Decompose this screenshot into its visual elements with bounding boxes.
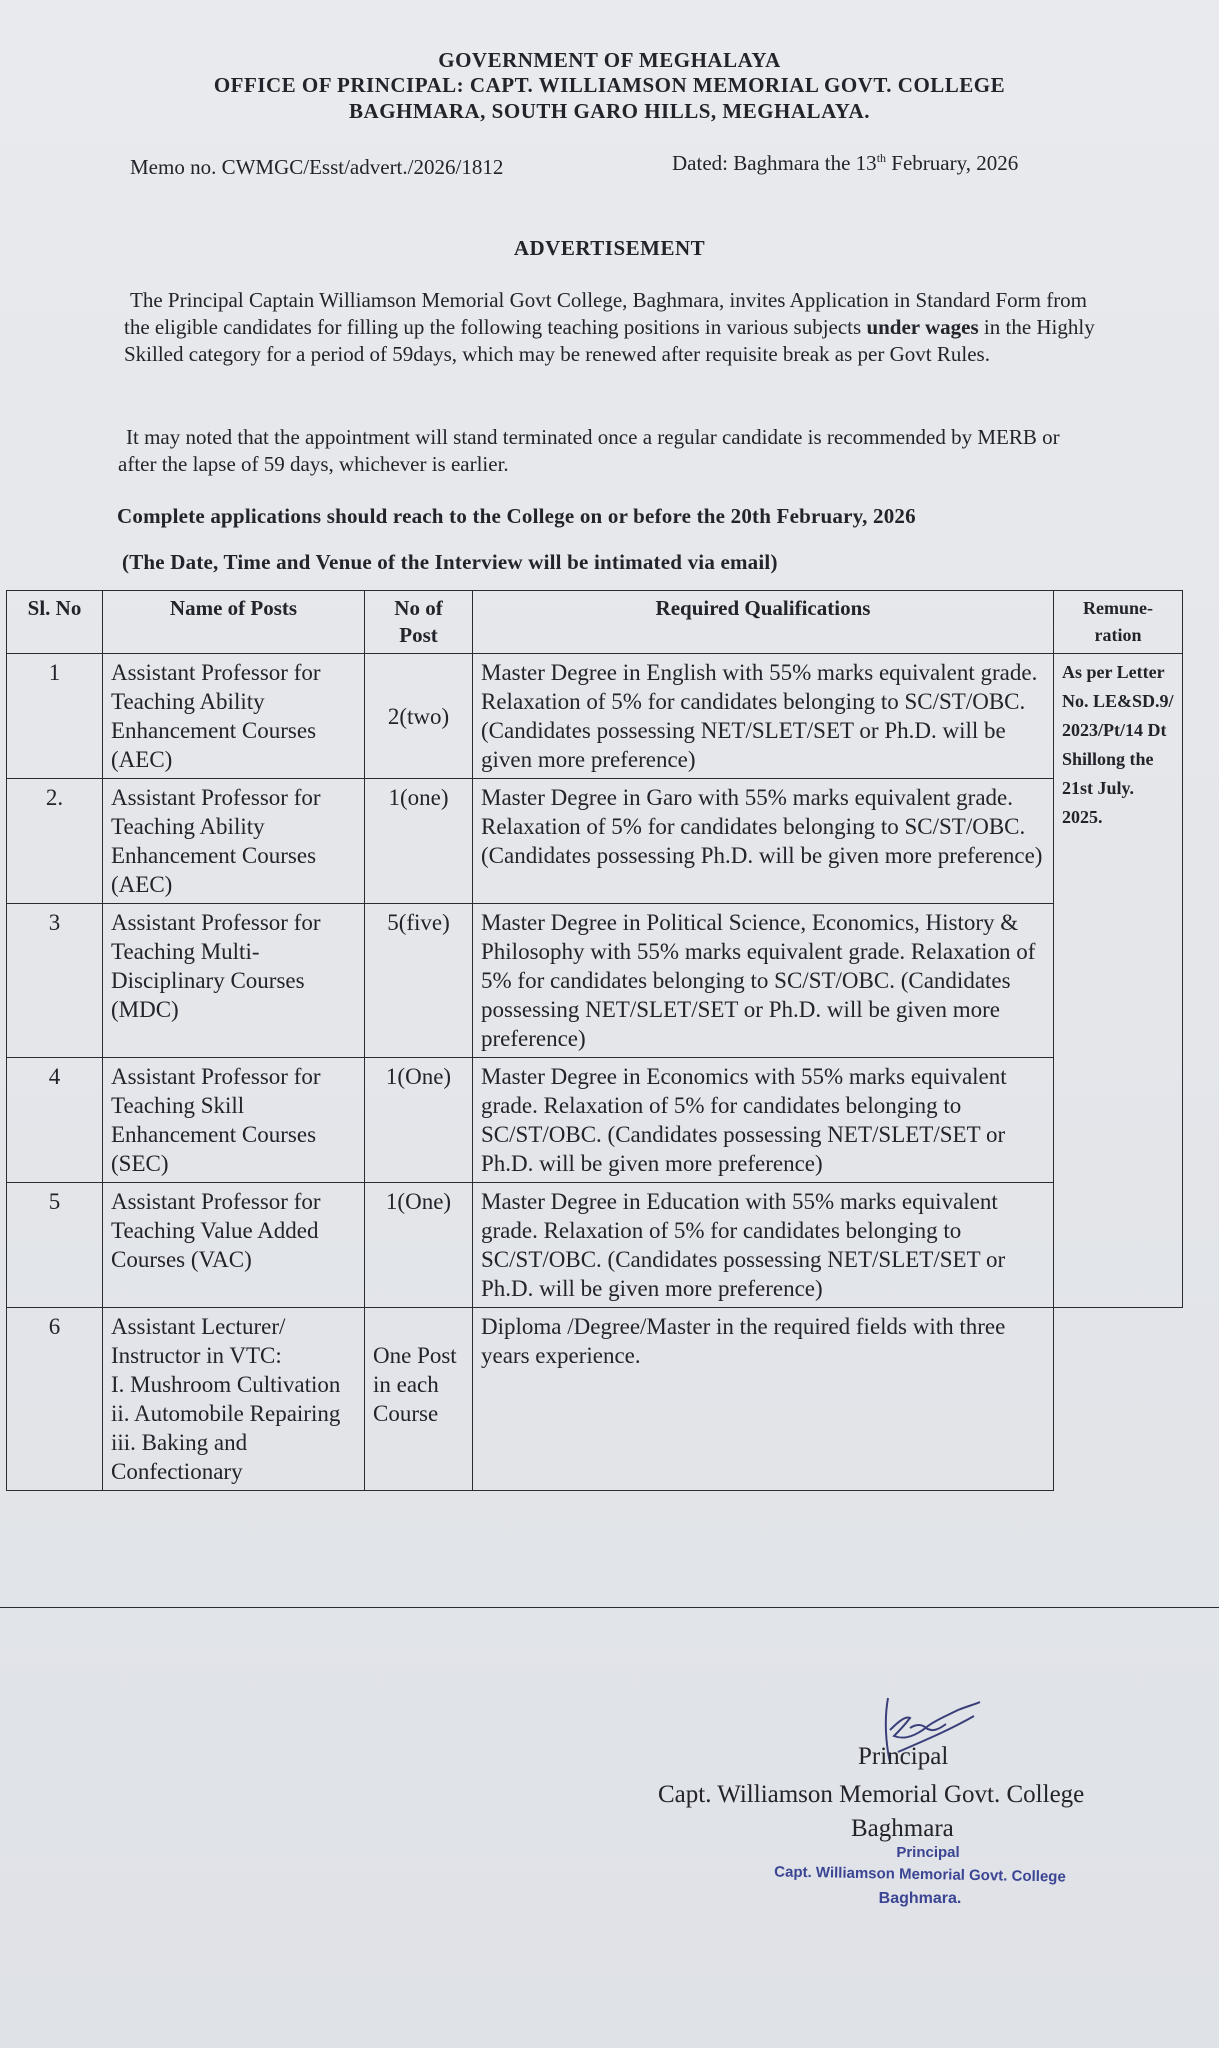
row-qualification: Master Degree in Garo with 55% marks equivalent grade. Relaxation of 5% for candidates belonging to SC/ST/OBC. (Candidates possessing Ph.D. will be given more preference) xyxy=(473,779,1054,904)
signatory-college: Capt. Williamson Memorial Govt. College xyxy=(658,1781,1085,1808)
row-sl: 2. xyxy=(7,779,103,904)
row-post-name: Assistant Professor for Teaching Skill Enhancement Courses (SEC) xyxy=(103,1058,365,1183)
row-post-count: 1(One) xyxy=(365,1183,473,1308)
row-post-count: 2(two) xyxy=(365,654,473,779)
vtc-course: iii. Baking and Confectionary xyxy=(111,1430,248,1484)
header-no-of-post: No of Post xyxy=(365,591,473,654)
row-qualification: Master Degree in Education with 55% marks equivalent grade. Relaxation of 5% for candidates belonging to SC/ST/OBC. (Candidates possessing NET/SLET/SET or Ph.D. will be given more preference) xyxy=(473,1183,1054,1308)
row-post-name xyxy=(103,1308,365,1491)
row-post-count: One Post in each Course xyxy=(365,1308,473,1491)
row-qualification: Master Degree in English with 55% marks equivalent grade. Relaxation of 5% for candidates belonging to SC/ST/OBC. (Candidates possessing NET/SLET/SET or Ph.D. will be given more preference) xyxy=(473,654,1054,779)
row-post-name: Assistant Professor for Teaching Value Added Courses (VAC) xyxy=(103,1183,365,1308)
table-row xyxy=(7,904,1183,1058)
intro-text-after: in the Highly Skilled category for a period of 59days, which may be renewed after requisite break as per Govt Rules. xyxy=(124,315,1095,366)
table-row xyxy=(7,1183,1183,1308)
address-heading: BAGHMARA, SOUTH GARO HILLS, MEGHALAYA. xyxy=(349,99,870,123)
vtc-heading: Assistant Lecturer/ Instructor in VTC: xyxy=(111,1314,286,1368)
advertisement-title: ADVERTISEMENT xyxy=(513,236,706,260)
header-remuneration: Remune-ration xyxy=(1054,591,1183,654)
stamp-title: Principal xyxy=(896,1844,960,1861)
memo-date-suffix: February, 2026 xyxy=(886,151,1019,175)
row-sl: 3 xyxy=(7,904,103,1058)
signatory-place: Baghmara xyxy=(851,1815,954,1842)
intro-paragraph xyxy=(124,287,1099,368)
table-bottom-rule xyxy=(0,1607,1219,1608)
table-row xyxy=(7,1058,1183,1183)
row-sl: 6 xyxy=(7,1308,103,1491)
header-sl-no: Sl. No xyxy=(7,591,103,654)
row-post-name: Assistant Professor for Teaching Ability Enhancement Courses (AEC) xyxy=(103,779,365,904)
vtc-course: ii. Automobile Repairing xyxy=(111,1401,341,1426)
office-heading: OFFICE OF PRINCIPAL: CAPT. WILLIAMSON MEMORIAL GOVT. COLLEGE xyxy=(213,73,1006,97)
row-qualification: Master Degree in Political Science, Economics, History & Philosophy with 55% marks equivalent grade. Relaxation of 5% for candidates belonging to SC/ST/OBC. (Candidates possessing NET/SLET/SET or Ph.D. will be given more preference) xyxy=(473,904,1054,1058)
table-header-row xyxy=(7,591,1183,654)
table-row xyxy=(7,1308,1183,1491)
row-sl: 1 xyxy=(7,654,103,779)
table-row xyxy=(7,779,1183,904)
interview-note: (The Date, Time and Venue of the Interview will be intimated via email) xyxy=(122,550,778,574)
memo-number: Memo no. CWMGC/Esst/advert./2026/1812 xyxy=(130,155,504,179)
empty-remuneration-cell xyxy=(1054,1308,1183,1491)
row-sl: 5 xyxy=(7,1183,103,1308)
header-name-of-posts: Name of Posts xyxy=(103,591,365,654)
row-qualification: Diploma /Degree/Master in the required fields with three years experience. xyxy=(473,1308,1054,1491)
memo-date xyxy=(672,151,1018,176)
remuneration-cell: As per Letter No. LE&SD.9/ 2023/Pt/14 Dt Shillong the 21st July. 2025. xyxy=(1054,654,1183,1308)
memo-date-sup: th xyxy=(876,151,887,165)
row-post-count: 1(one) xyxy=(365,779,473,904)
signatory-title: Principal xyxy=(858,1743,949,1770)
intro-text-bold: under wages xyxy=(866,315,979,339)
header-required-qualifications: Required Qualifications xyxy=(473,591,1054,654)
intro-text-before: The Principal Captain Williamson Memorial Govt College, Baghmara, invites Application in Standard Form from the eligible candidates for filling up the following teaching positions in various subjects xyxy=(124,288,1088,339)
row-qualification: Master Degree in Economics with 55% marks equivalent grade. Relaxation of 5% for candidates belonging to SC/ST/OBC. (Candidates possessing NET/SLET/SET or Ph.D. will be given more preference) xyxy=(473,1058,1054,1183)
stamp-college: Capt. Williamson Memorial Govt. College xyxy=(774,1863,1066,1886)
termination-paragraph: It may noted that the appointment will stand terminated once a regular candidate is recommended by MERB or after the lapse of 59 days, whichever is earlier. xyxy=(118,425,1060,476)
deadline-note: Complete applications should reach to the College on or before the 20th February, 2026 xyxy=(117,504,916,528)
row-sl: 4 xyxy=(7,1058,103,1183)
row-post-name: Assistant Professor for Teaching Multi-Disciplinary Courses (MDC) xyxy=(103,904,365,1058)
row-post-name: Assistant Professor for Teaching Ability Enhancement Courses (AEC) xyxy=(103,654,365,779)
posts-table xyxy=(6,590,1183,1491)
row-post-count: 1(One) xyxy=(365,1058,473,1183)
government-heading: GOVERNMENT OF MEGHALAYA xyxy=(438,48,781,72)
row-post-count: 5(five) xyxy=(365,904,473,1058)
stamp-place: Baghmara. xyxy=(878,1890,962,1907)
table-row xyxy=(7,654,1183,779)
vtc-course: I. Mushroom Cultivation xyxy=(111,1372,341,1397)
memo-date-prefix: Dated: Baghmara the 13 xyxy=(672,151,877,175)
